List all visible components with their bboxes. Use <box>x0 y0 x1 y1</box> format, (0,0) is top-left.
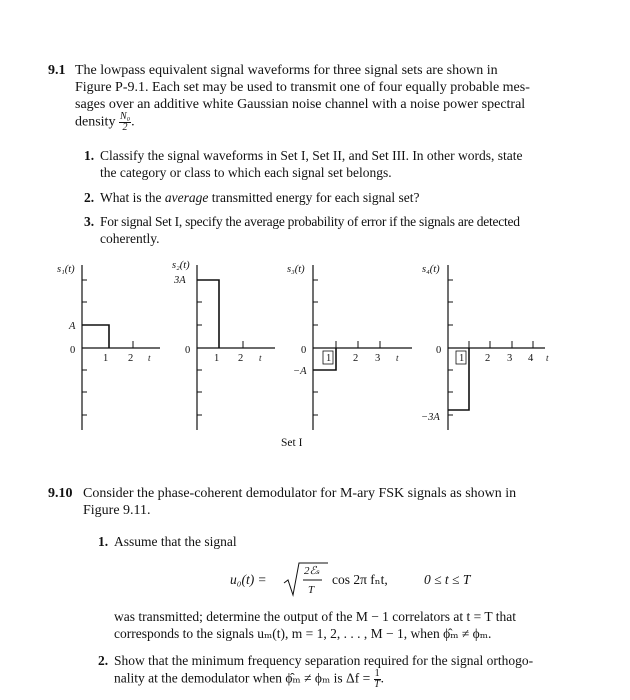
level-label: −3A <box>421 412 440 423</box>
sqrt-denominator: T <box>308 584 315 596</box>
t-axis-label: t <box>396 353 399 363</box>
level-label: −A <box>293 366 307 377</box>
figure-caption: Set I <box>281 437 303 449</box>
tick-label: 4 <box>528 353 534 364</box>
level-label: A <box>69 321 76 332</box>
y-axis-label: s₄(t) <box>422 264 440 275</box>
tick-label: 1 <box>459 353 465 364</box>
fraction-denominator: T <box>374 679 380 690</box>
item-text-line: Classify the signal waveforms in Set I, Set II, and Set III. In other words, state <box>100 148 523 163</box>
tick-label: 2 <box>238 353 244 364</box>
problem-number: 9.10 <box>48 486 73 501</box>
item-number: 2. <box>84 190 95 205</box>
problem-text-line: density $\frac{\text{N₀}}{2}$ . <box>75 111 135 133</box>
problem-text-line: sages over an additive white Gaussian noise channel with a noise power spectral <box>75 97 526 112</box>
y-axis-label: s₃(t) <box>287 264 305 275</box>
problem-text-line: Figure P-9.1. Each set may be used to transmit one of four equally probable mes- <box>75 80 530 95</box>
problem-text-line: The lowpass equivalent signal waveforms for three signal sets are shown in <box>75 63 498 78</box>
item-number: 1. <box>84 148 95 163</box>
t-axis-label: t <box>148 353 151 363</box>
figure-set-1 <box>0 250 630 460</box>
waveform-s2 <box>197 280 219 348</box>
tick-label: 3 <box>375 353 381 364</box>
item-text-line: Show that the minimum frequency separation required for the signal orthogo- <box>114 653 534 668</box>
tick-label: 2 <box>485 353 491 364</box>
origin-label: 0 <box>70 345 76 356</box>
y-axis-label: s₁(t) <box>57 264 75 275</box>
t-axis-label: t <box>546 353 549 363</box>
item-text-line: nality at the demodulator when ϕ̂ₘ ≠ ϕₘ is Δf = $\frac{1}{T}$ . <box>114 668 384 690</box>
equation-lhs: u₀(t) = <box>230 572 267 587</box>
tick-label: 1 <box>103 353 109 364</box>
tick-label: 2 <box>353 353 359 364</box>
y-axis-label: s₂(t) <box>172 260 190 271</box>
noise-fraction <box>119 112 131 133</box>
origin-label: 0 <box>301 345 307 356</box>
sqrt-numerator: 2ℰₛ <box>304 565 320 577</box>
problem-number: 9.1 <box>48 63 66 78</box>
fraction-numerator: 1 <box>374 668 380 679</box>
equation-range: 0 ≤ t ≤ T <box>424 572 471 587</box>
tick-label: 1 <box>214 353 220 364</box>
level-label: 3A <box>174 275 186 286</box>
item-text: What is the <box>100 190 165 205</box>
item-text: transmitted energy for each signal set? <box>208 190 420 205</box>
fraction-denominator: 2 <box>122 122 128 133</box>
item-number: 2. <box>98 653 109 668</box>
waveform-s1 <box>82 325 109 348</box>
item-emphasis: average <box>164 190 209 205</box>
origin-label: 0 <box>185 345 191 356</box>
item-text-line: For signal Set I, specify the average probability of error if the signals are detected <box>100 214 520 229</box>
problem-text-line: Consider the phase-coherent demodulator for M-ary FSK signals as shown in <box>83 486 517 501</box>
item-number: 3. <box>84 214 95 229</box>
item-text-line: was transmitted; determine the output of the M − 1 correlators at t = T that <box>114 609 517 624</box>
equation-rhs: cos 2π fₙt, <box>332 572 388 587</box>
item-text-line: the category or class to which each signal set belongs. <box>100 165 392 180</box>
delta-f-fraction <box>374 669 381 690</box>
tick-label: 1 <box>326 353 332 364</box>
item-number: 1. <box>98 534 109 549</box>
item-text-line <box>100 189 420 206</box>
tick-label: 3 <box>507 353 513 364</box>
tick-label: 2 <box>128 353 134 364</box>
t-axis-label: t <box>259 353 262 363</box>
item-text-line: coherently. <box>100 231 160 246</box>
item-text: nality at the demodulator when ϕ̂ₘ ≠ ϕₘ is Δf = <box>114 670 371 686</box>
problem-text-line: Figure 9.11. <box>83 503 151 518</box>
density-label: density <box>75 114 116 130</box>
fraction-numerator: N₀ <box>119 111 131 122</box>
item-text-line: Assume that the signal <box>114 534 237 549</box>
origin-label: 0 <box>436 345 442 356</box>
item-text-line: corresponds to the signals uₘ(t), m = 1, 2, . . . , M − 1, when ϕ̂ₘ ≠ ϕₘ. <box>114 626 492 641</box>
